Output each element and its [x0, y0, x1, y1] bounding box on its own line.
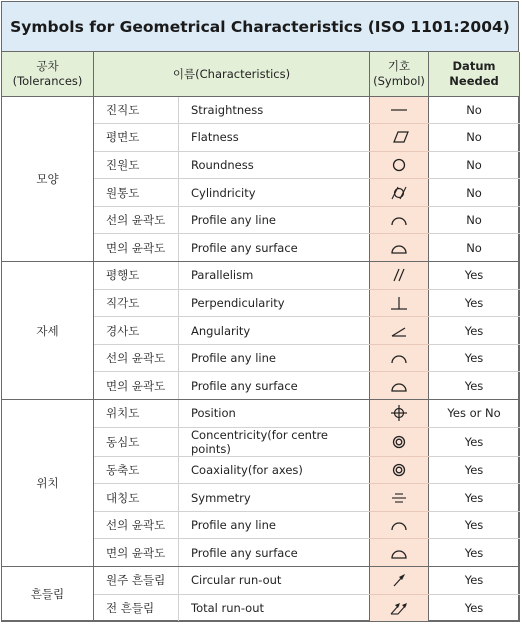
symbol-cell	[370, 317, 429, 345]
characteristic-korean: 원주 흔들림	[94, 567, 179, 595]
datum-needed-value: Yes	[429, 456, 520, 484]
total-runout-icon	[388, 599, 410, 617]
tolerance-group-label: 위치	[2, 400, 94, 567]
datum-needed-value: Yes or No	[429, 400, 520, 428]
datum-needed-value: No	[429, 96, 520, 124]
table-body	[2, 52, 520, 622]
datum-needed-value: No	[429, 234, 520, 262]
gdt-symbols-table-frame	[1, 1, 519, 621]
characteristic-english: Perpendicularity	[179, 289, 370, 317]
symbol-cell	[370, 456, 429, 484]
profile-surface-icon	[388, 377, 410, 395]
flatness-icon	[388, 128, 410, 146]
datum-needed-value: Yes	[429, 344, 520, 372]
characteristic-korean: 면의 윤곽도	[94, 234, 179, 262]
profile-surface-icon	[388, 544, 410, 562]
characteristic-english: Coaxiality(for axes)	[179, 456, 370, 484]
datum-needed-value: Yes	[429, 511, 520, 539]
symbol-cell	[370, 400, 429, 428]
datum-needed-value: No	[429, 124, 520, 152]
header-tolerances-en: (Tolerances)	[12, 73, 83, 88]
characteristic-english: Concentricity(for centre points)	[179, 427, 370, 456]
datum-needed-value: No	[429, 151, 520, 179]
characteristic-korean: 경사도	[94, 317, 179, 345]
characteristic-korean: 대칭도	[94, 484, 179, 512]
table-row	[2, 262, 520, 290]
symbol-cell	[370, 511, 429, 539]
characteristic-english: Profile any line	[179, 511, 370, 539]
cylindricity-icon	[388, 184, 410, 202]
position-icon	[388, 404, 410, 422]
characteristic-english: Profile any surface	[179, 539, 370, 567]
characteristic-english: Profile any line	[179, 344, 370, 372]
characteristic-korean: 위치도	[94, 400, 179, 428]
symbol-cell	[370, 539, 429, 567]
symbol-cell	[370, 289, 429, 317]
symmetry-icon	[388, 489, 410, 507]
characteristic-english: Profile any surface	[179, 372, 370, 400]
characteristic-english: Flatness	[179, 124, 370, 152]
characteristic-korean: 원통도	[94, 179, 179, 207]
datum-needed-value: No	[429, 179, 520, 207]
symbol-cell	[370, 234, 429, 262]
symbol-cell	[370, 206, 429, 234]
tolerance-group-label: 모양	[2, 96, 94, 262]
characteristic-korean: 선의 윤곽도	[94, 344, 179, 372]
datum-needed-value: Yes	[429, 539, 520, 567]
coaxiality-icon	[388, 461, 410, 479]
datum-needed-value: Yes	[429, 372, 520, 400]
table-row	[2, 567, 520, 595]
header-tolerances	[2, 52, 94, 96]
header-characteristics: 이름(Characteristics)	[94, 52, 370, 96]
tolerance-group-label: 자세	[2, 262, 94, 400]
profile-surface-icon	[388, 239, 410, 257]
characteristic-korean: 평면도	[94, 124, 179, 152]
characteristic-korean: 진직도	[94, 96, 179, 124]
straightness-icon	[388, 101, 410, 119]
symbol-cell	[370, 262, 429, 290]
characteristic-english: Roundness	[179, 151, 370, 179]
header-row	[2, 52, 520, 96]
characteristic-korean: 진원도	[94, 151, 179, 179]
table-row	[2, 400, 520, 428]
symbol-cell	[370, 96, 429, 124]
characteristic-english: Parallelism	[179, 262, 370, 290]
characteristic-korean: 직각도	[94, 289, 179, 317]
symbol-cell	[370, 151, 429, 179]
characteristic-english: Profile any line	[179, 206, 370, 234]
characteristic-english: Position	[179, 400, 370, 428]
symbol-cell	[370, 179, 429, 207]
characteristic-korean: 선의 윤곽도	[94, 511, 179, 539]
angularity-icon	[388, 322, 410, 340]
datum-needed-value: Yes	[429, 317, 520, 345]
characteristic-korean: 선의 윤곽도	[94, 206, 179, 234]
symbol-cell	[370, 124, 429, 152]
symbol-cell	[370, 594, 429, 622]
datum-needed-value: Yes	[429, 567, 520, 595]
characteristic-korean: 면의 윤곽도	[94, 372, 179, 400]
symbol-cell	[370, 484, 429, 512]
characteristic-english: Cylindricity	[179, 179, 370, 207]
characteristic-korean: 동심도	[94, 427, 179, 456]
datum-needed-value: Yes	[429, 594, 520, 622]
header-symbol-ko: 기호	[387, 59, 411, 74]
profile-line-icon	[388, 349, 410, 367]
datum-needed-value: Yes	[429, 427, 520, 456]
characteristic-korean: 전 흔들림	[94, 594, 179, 622]
characteristic-english: Total run-out	[179, 594, 370, 622]
datum-needed-value: No	[429, 206, 520, 234]
symbol-cell	[370, 567, 429, 595]
gdt-table	[1, 52, 520, 622]
symbol-cell	[370, 372, 429, 400]
characteristic-english: Profile any surface	[179, 234, 370, 262]
header-symbol-en: (Symbol)	[373, 73, 425, 88]
header-datum: Datum Needed	[429, 52, 520, 96]
profile-line-icon	[388, 211, 410, 229]
table-title: Symbols for Geometrical Characteristics (ISO 1101:2004)	[2, 2, 518, 52]
characteristic-english: Angularity	[179, 317, 370, 345]
concentricity-icon	[388, 433, 410, 451]
symbol-cell	[370, 427, 429, 456]
datum-needed-value: Yes	[429, 262, 520, 290]
parallelism-icon	[388, 266, 410, 284]
tolerance-group-label: 흔들림	[2, 567, 94, 622]
characteristic-korean: 동축도	[94, 456, 179, 484]
characteristic-korean: 평행도	[94, 262, 179, 290]
header-tolerances-ko: 공차	[36, 59, 59, 74]
circular-runout-icon	[388, 571, 410, 589]
characteristic-english: Circular run-out	[179, 567, 370, 595]
characteristic-english: Symmetry	[179, 484, 370, 512]
symbol-cell	[370, 344, 429, 372]
characteristic-english: Straightness	[179, 96, 370, 124]
header-symbol	[370, 52, 429, 96]
table-row	[2, 96, 520, 124]
perpendicularity-icon	[388, 294, 410, 312]
characteristic-korean: 면의 윤곽도	[94, 539, 179, 567]
profile-line-icon	[388, 516, 410, 534]
datum-needed-value: Yes	[429, 289, 520, 317]
roundness-icon	[388, 156, 410, 174]
datum-needed-value: Yes	[429, 484, 520, 512]
